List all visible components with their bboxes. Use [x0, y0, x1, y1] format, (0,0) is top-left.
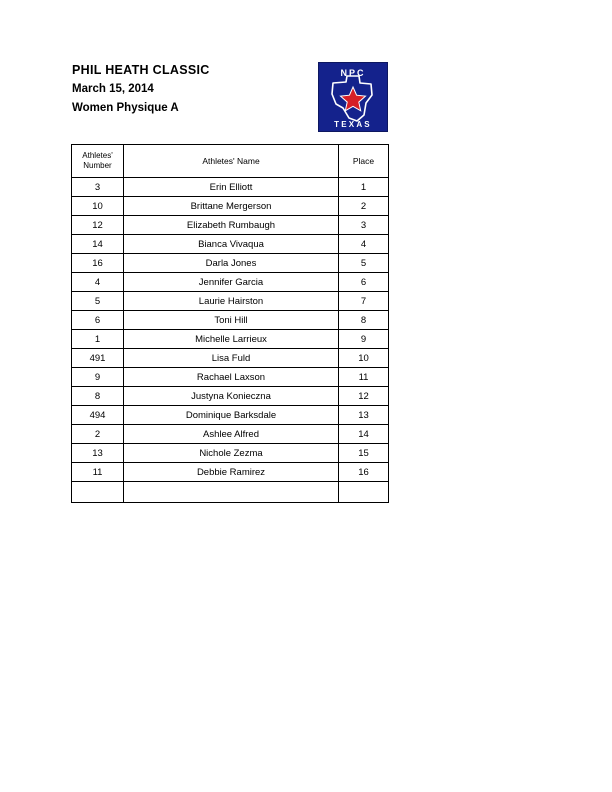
table-row — [72, 349, 389, 368]
table-header — [72, 145, 389, 178]
cell-place: 7 — [339, 292, 389, 311]
cell-athlete-number: 10 — [72, 197, 124, 216]
table-row — [72, 197, 389, 216]
table-row — [72, 254, 389, 273]
table-row — [72, 311, 389, 330]
cell-athlete-number: 1 — [72, 330, 124, 349]
cell-athlete-name: Debbie Ramirez — [124, 463, 339, 482]
cell-athlete-name: Laurie Hairston — [124, 292, 339, 311]
cell-place: 5 — [339, 254, 389, 273]
cell-athlete-number: 11 — [72, 463, 124, 482]
table-row — [72, 406, 389, 425]
cell-place: 16 — [339, 463, 389, 482]
cell-athlete-name: Darla Jones — [124, 254, 339, 273]
cell-athlete-number: 2 — [72, 425, 124, 444]
table-row — [72, 235, 389, 254]
table-row — [72, 178, 389, 197]
cell-athlete-name: Ashlee Alfred — [124, 425, 339, 444]
table-row-blank — [72, 482, 389, 503]
cell-athlete-number — [72, 482, 124, 503]
cell-place: 8 — [339, 311, 389, 330]
table-row — [72, 463, 389, 482]
results-table — [71, 144, 389, 503]
column-header-number — [72, 145, 124, 178]
table-row — [72, 292, 389, 311]
table-row — [72, 444, 389, 463]
cell-athlete-number: 13 — [72, 444, 124, 463]
table-body — [72, 178, 389, 503]
cell-athlete-name: Erin Elliott — [124, 178, 339, 197]
table-header-row — [72, 145, 389, 178]
cell-athlete-number: 12 — [72, 216, 124, 235]
cell-athlete-number: 4 — [72, 273, 124, 292]
cell-place: 3 — [339, 216, 389, 235]
cell-athlete-number: 494 — [72, 406, 124, 425]
column-header-name: Athletes' Name — [124, 145, 339, 178]
cell-athlete-name: Dominique Barksdale — [124, 406, 339, 425]
cell-athlete-number: 14 — [72, 235, 124, 254]
svg-text:NPC: NPC — [340, 68, 366, 78]
cell-athlete-name: Brittane Mergerson — [124, 197, 339, 216]
cell-place: 15 — [339, 444, 389, 463]
table-row — [72, 425, 389, 444]
cell-athlete-name: Bianca Vivaqua — [124, 235, 339, 254]
table-row — [72, 330, 389, 349]
cell-place: 10 — [339, 349, 389, 368]
cell-athlete-number: 6 — [72, 311, 124, 330]
cell-athlete-number: 16 — [72, 254, 124, 273]
column-header-number-line1: Athletes' — [82, 151, 113, 160]
cell-athlete-number: 8 — [72, 387, 124, 406]
table-row — [72, 387, 389, 406]
cell-athlete-name: Michelle Larrieux — [124, 330, 339, 349]
results-table-container — [71, 144, 388, 503]
cell-place: 12 — [339, 387, 389, 406]
cell-athlete-number: 3 — [72, 178, 124, 197]
cell-athlete-name: Rachael Laxson — [124, 368, 339, 387]
column-header-number-line2: Number — [83, 161, 112, 170]
npc-texas-logo — [318, 62, 388, 132]
cell-place: 1 — [339, 178, 389, 197]
document-header — [72, 60, 492, 118]
cell-athlete-number: 9 — [72, 368, 124, 387]
table-row — [72, 216, 389, 235]
cell-place: 14 — [339, 425, 389, 444]
cell-athlete-name: Elizabeth Rumbaugh — [124, 216, 339, 235]
cell-place: 11 — [339, 368, 389, 387]
cell-place: 13 — [339, 406, 389, 425]
cell-place: 2 — [339, 197, 389, 216]
event-date: March 15, 2014 — [72, 83, 154, 95]
cell-athlete-name: Justyna Konieczna — [124, 387, 339, 406]
cell-athlete-number: 5 — [72, 292, 124, 311]
cell-athlete-name: Toni Hill — [124, 311, 339, 330]
cell-athlete-name: Lisa Fuld — [124, 349, 339, 368]
cell-athlete-name: Nichole Zezma — [124, 444, 339, 463]
cell-athlete-name: Jennifer Garcia — [124, 273, 339, 292]
column-header-place: Place — [339, 145, 389, 178]
table-row — [72, 273, 389, 292]
division-name: Women Physique A — [72, 102, 179, 114]
cell-athlete-name — [124, 482, 339, 503]
cell-place: 9 — [339, 330, 389, 349]
table-row — [72, 368, 389, 387]
cell-place — [339, 482, 389, 503]
title-block — [72, 60, 492, 118]
cell-place: 4 — [339, 235, 389, 254]
cell-place: 6 — [339, 273, 389, 292]
svg-text:TEXAS: TEXAS — [334, 120, 372, 129]
cell-athlete-number: 491 — [72, 349, 124, 368]
page-title: PHIL HEATH CLASSIC — [72, 63, 210, 77]
